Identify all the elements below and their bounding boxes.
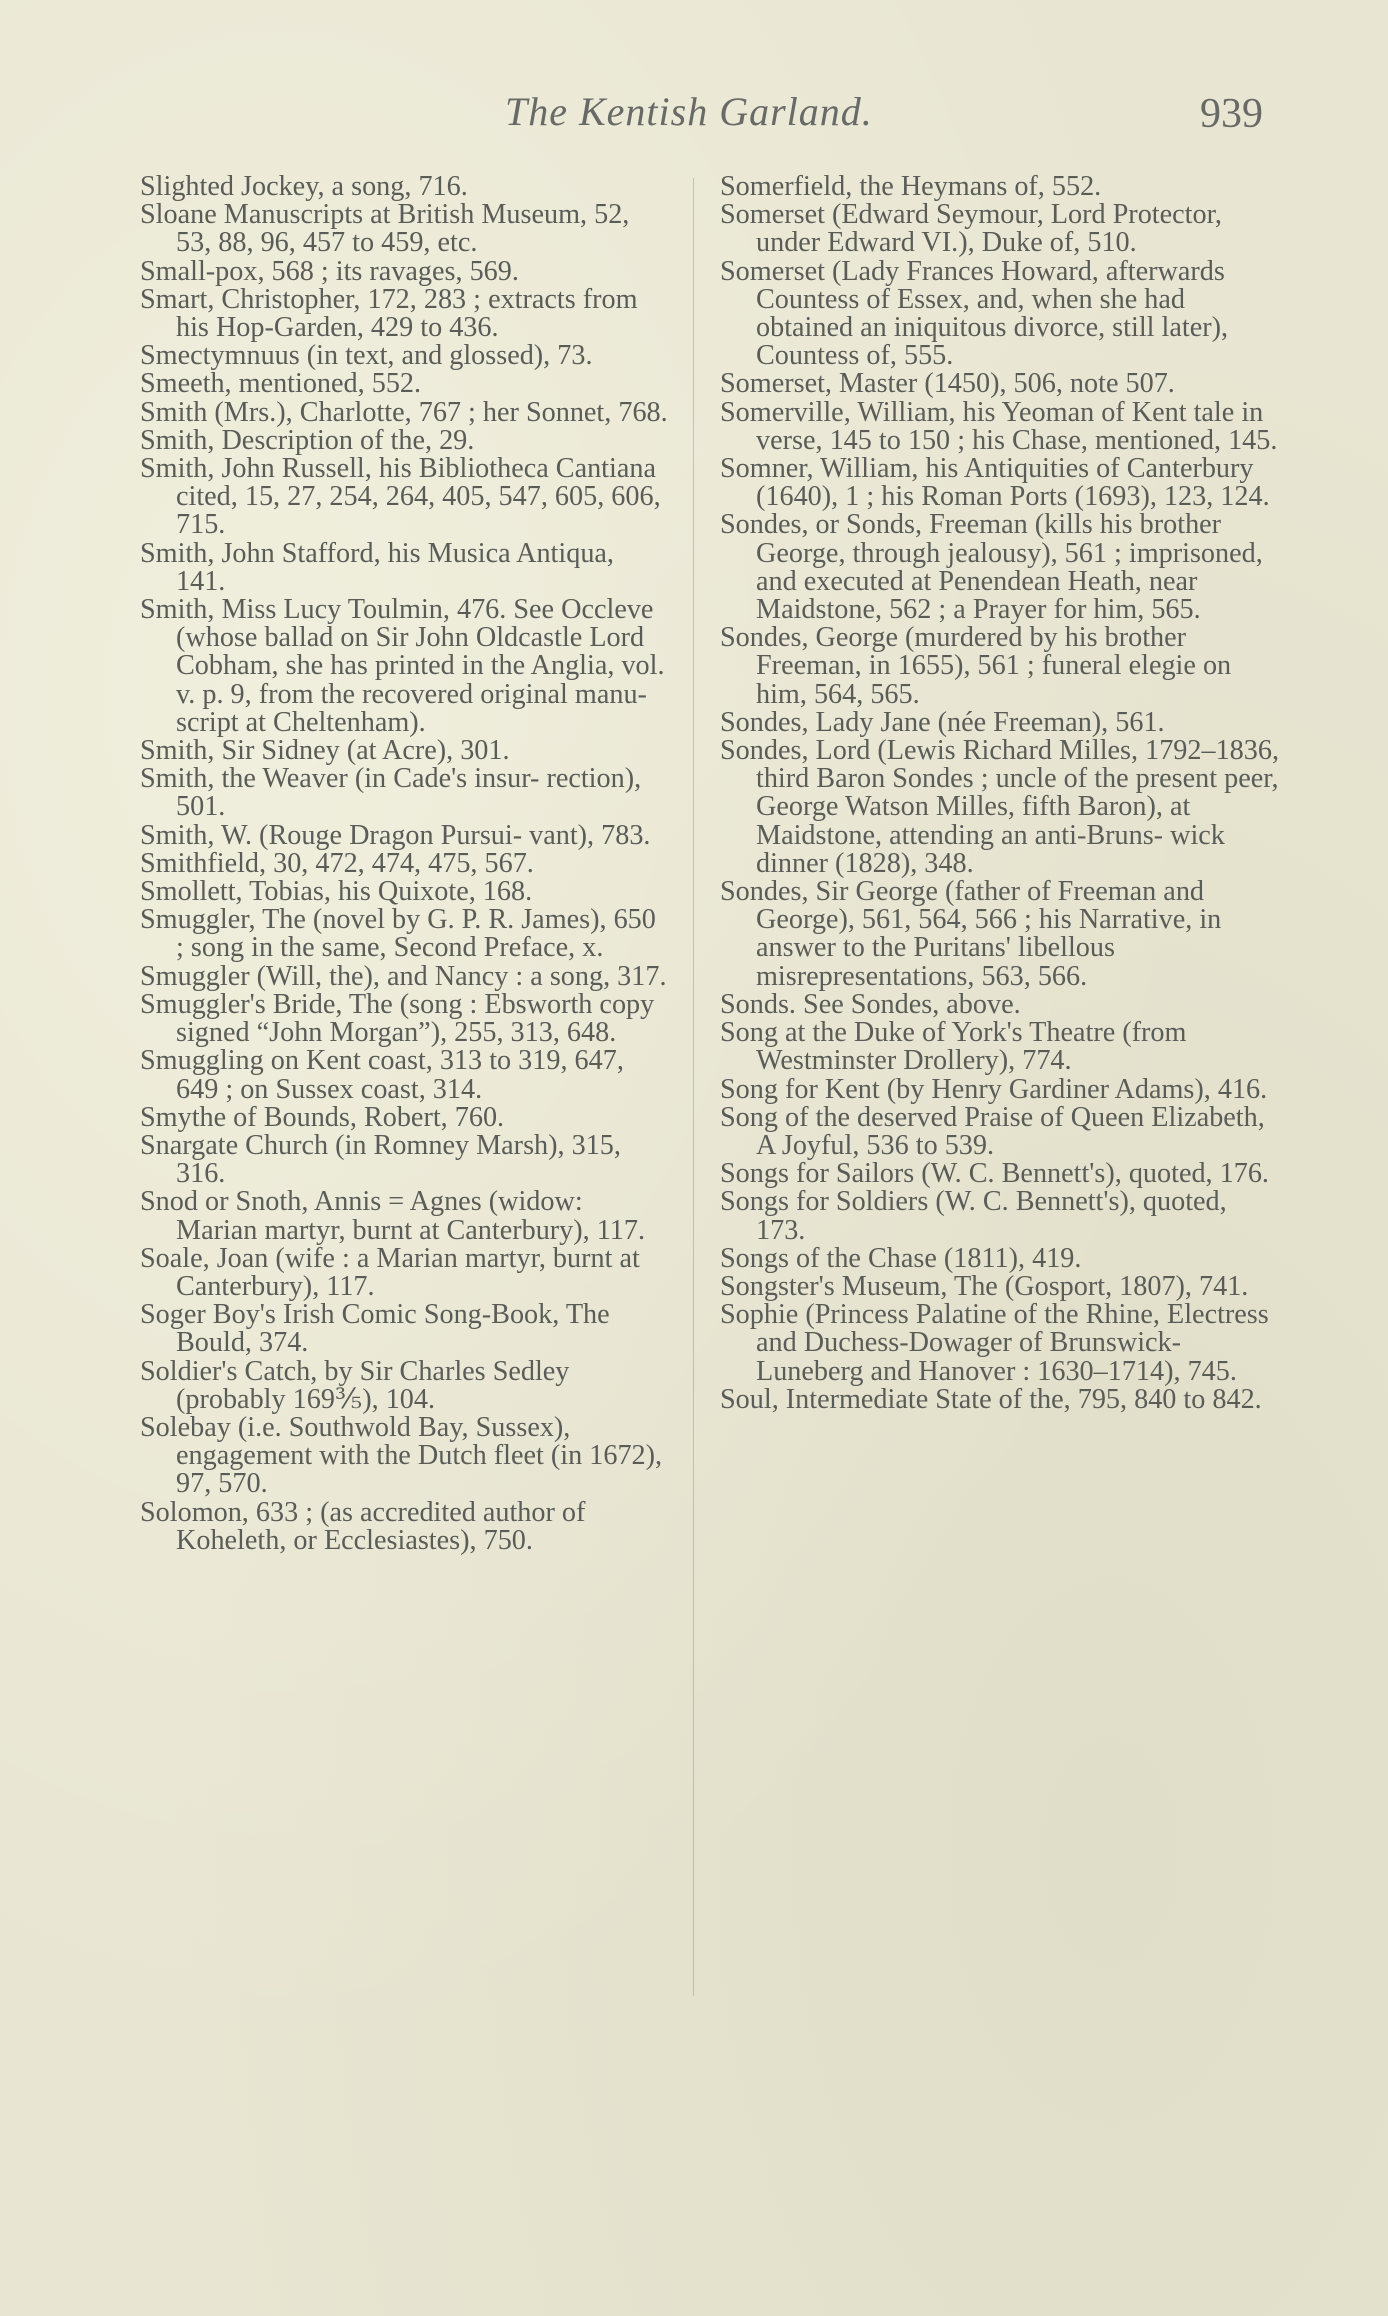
index-entry: Songs for Sailors (W. C. Bennett's), quoted, 176. bbox=[720, 1158, 1269, 1190]
page-header bbox=[0, 88, 1388, 148]
index-entry: Smith, John Stafford, his Musica Antiqua, 141. bbox=[140, 537, 614, 597]
index-entry: Somner, William, his Antiquities of Canterbury (1640), 1 ; his Roman Ports (1693), 123, 124. bbox=[720, 453, 1270, 513]
column-divider bbox=[693, 178, 694, 1996]
index-entry: Smith, the Weaver (in Cade's insur- rection), 501. bbox=[140, 763, 642, 823]
index-entry: Solebay (i.e. Southwold Bay, Sussex), engagement with the Dutch fleet (in 1672), 97, 570. bbox=[140, 1411, 663, 1500]
index-entry: Sondes, Lord (Lewis Richard Milles, 1792–1836, third Baron Sondes ; uncle of the present peer, George Watson Milles, fifth Baron), at Maidstone, attending an anti-Bruns- wick dinner (1828), 348. bbox=[720, 735, 1279, 879]
index-entry: Smith, John Russell, his Bibliotheca Cantiana cited, 15, 27, 254, 264, 405, 547, 605, 606, 715. bbox=[140, 453, 661, 541]
index-entry: Smith (Mrs.), Charlotte, 767 ; her Sonnet, 768. bbox=[140, 396, 668, 428]
index-entry: Sondes, Sir George (father of Freeman and George), 561, 564, 566 ; his Narrative, in answer to the Puritans' libellous misrepresentations, 563, 566. bbox=[720, 876, 1222, 992]
index-entry: Soul, Intermediate State of the, 795, 840 to 842. bbox=[720, 1383, 1262, 1415]
index-entry: Small-pox, 568 ; its ravages, 569. bbox=[140, 255, 519, 287]
index-entry: Song of the deserved Praise of Queen Elizabeth, A Joyful, 536 to 539. bbox=[720, 1101, 1265, 1161]
index-entry: Smuggling on Kent coast, 313 to 319, 647, 649 ; on Sussex coast, 314. bbox=[140, 1045, 624, 1105]
index-entry: Sondes, or Sonds, Freeman (kills his brother George, through jealousy), 561 ; imprisoned, and executed at Penendean Heath, near Maidstone, 562 ; a Prayer for him, 565. bbox=[720, 509, 1263, 626]
index-entry: Snargate Church (in Romney Marsh), 315, 316. bbox=[140, 1129, 621, 1190]
index-entry: Soale, Joan (wife : a Marian martyr, burnt at Canterbury), 117. bbox=[140, 1242, 640, 1302]
running-title: The Kentish Garland. bbox=[505, 89, 873, 134]
index-entry: Somerset (Lady Frances Howard, afterwards Countess of Essex, and, when she had obtained an iniquitous divorce, still later), Countess of, 555. bbox=[720, 255, 1229, 372]
index-entry: Sonds. See Sondes, above. bbox=[720, 988, 1021, 1020]
index-entry: Sondes, George (murdered by his brother Freeman, in 1655), 561 ; funeral elegie on him, 564, 565. bbox=[720, 622, 1232, 710]
index-entry: Slighted Jockey, a song, 716. bbox=[140, 171, 468, 202]
index-entry: Somerset (Edward Seymour, Lord Protector, under Edward VI.), Duke of, 510. bbox=[720, 199, 1222, 259]
index-entry: Somerville, William, his Yeoman of Kent tale in verse, 145 to 150 ; his Chase, mentioned, 145. bbox=[720, 396, 1278, 456]
index-entry: Snod or Snoth, Annis = Agnes (widow: Marian martyr, burnt at Canterbury), 117. bbox=[140, 1186, 646, 1246]
index-entry: Sophie (Princess Palatine of the Rhine, Electress and Duchess-Dowager of Brunswick-Luneberg and Hanover : 1630–1714), 745. bbox=[720, 1299, 1269, 1387]
page-number: 939 bbox=[1200, 91, 1263, 137]
index-entry: Song at the Duke of York's Theatre (from Westminster Drollery), 774. bbox=[720, 1017, 1187, 1077]
index-entry: Smuggler, The (novel by G. P. R. James), 650 ; song in the same, Second Preface, x. bbox=[140, 904, 656, 964]
index-entry: Solomon, 633 ; (as accredited author of Koheleth, or Ecclesiastes), 750. bbox=[140, 1496, 586, 1556]
index-column-right bbox=[720, 173, 1280, 1414]
index-entry: Smith, Description of the, 29. bbox=[140, 424, 475, 456]
index-entry: Sloane Manuscripts at British Museum, 52, 53, 88, 96, 457 to 459, etc. bbox=[140, 199, 630, 259]
index-entry: Smuggler's Bride, The (song : Ebsworth copy signed “John Morgan”), 255, 313, 648. bbox=[140, 988, 655, 1049]
index-entry: Sondes, Lady Jane (née Freeman), 561. bbox=[720, 706, 1165, 738]
index-entry: Smart, Christopher, 172, 283 ; extracts from his Hop-Garden, 429 to 436. bbox=[140, 283, 638, 344]
index-entry: Soger Boy's Irish Comic Song-Book, The Bould, 374. bbox=[140, 1299, 610, 1359]
index-entry: Songs for Soldiers (W. C. Bennett's), quoted, 173. bbox=[720, 1186, 1227, 1246]
index-entry: Song for Kent (by Henry Gardiner Adams), 416. bbox=[720, 1073, 1268, 1105]
index-entry: Smith, Sir Sidney (at Acre), 301. bbox=[140, 735, 510, 767]
index-entry: Somerset, Master (1450), 506, note 507. bbox=[720, 368, 1175, 400]
index-entry: Somerfield, the Heymans of, 552. bbox=[720, 171, 1102, 202]
index-entry: Smithfield, 30, 472, 474, 475, 567. bbox=[140, 847, 534, 879]
index-entry: Soldier's Catch, by Sir Charles Sedley (probably 169⅗), 104. bbox=[140, 1355, 570, 1415]
index-entry: Smith, Miss Lucy Toulmin, 476. See Occleve (whose ballad on Sir John Oldcastle Lord Cobham, she has printed in the Anglia, vol. v. p. 9, from the recovered original manu- script at Cheltenham). bbox=[140, 594, 665, 738]
index-entry: Smuggler (Will, the), and Nancy : a song, 317. bbox=[140, 960, 667, 992]
index-entry: Smeeth, mentioned, 552. bbox=[140, 368, 422, 400]
index-entry: Songster's Museum, The (Gosport, 1807), 741. bbox=[720, 1270, 1249, 1302]
index-entry: Smythe of Bounds, Robert, 760. bbox=[140, 1101, 505, 1133]
index-entry: Smectymnuus (in text, and glossed), 73. bbox=[140, 340, 593, 372]
index-entry: Smollett, Tobias, his Quixote, 168. bbox=[140, 876, 533, 908]
index-entry: Songs of the Chase (1811), 419. bbox=[720, 1242, 1082, 1274]
index-column-left bbox=[140, 173, 670, 1555]
index-entry: Smith, W. (Rouge Dragon Pursui- vant), 783. bbox=[140, 819, 651, 851]
